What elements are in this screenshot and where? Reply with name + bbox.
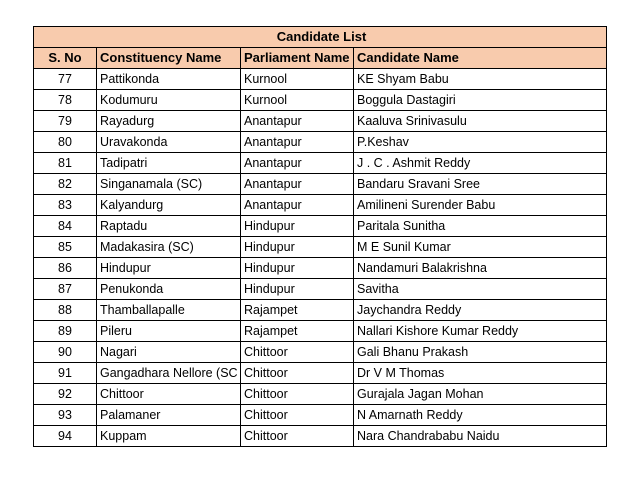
cell-sno: 78 <box>34 90 97 111</box>
table-row <box>34 279 607 300</box>
cell-parliament: Hindupur <box>241 279 354 300</box>
header-candidate: Candidate Name <box>354 48 607 69</box>
cell-candidate: Savitha <box>354 279 607 300</box>
cell-constituency: Gangadhara Nellore (SC <box>97 363 241 384</box>
cell-constituency: Chittoor <box>97 384 241 405</box>
cell-candidate: P.Keshav <box>354 132 607 153</box>
cell-parliament: Rajampet <box>241 300 354 321</box>
cell-constituency: Pileru <box>97 321 241 342</box>
cell-sno: 77 <box>34 69 97 90</box>
cell-sno: 94 <box>34 426 97 447</box>
table-row <box>34 342 607 363</box>
cell-candidate: Amilineni Surender Babu <box>354 195 607 216</box>
cell-constituency: Rayadurg <box>97 111 241 132</box>
cell-constituency: Kalyandurg <box>97 195 241 216</box>
table-row <box>34 216 607 237</box>
cell-candidate: N Amarnath Reddy <box>354 405 607 426</box>
cell-parliament: Anantapur <box>241 153 354 174</box>
cell-candidate: J . C . Ashmit Reddy <box>354 153 607 174</box>
cell-constituency: Thamballapalle <box>97 300 241 321</box>
cell-parliament: Chittoor <box>241 426 354 447</box>
cell-parliament: Chittoor <box>241 405 354 426</box>
table-row <box>34 153 607 174</box>
cell-constituency: Palamaner <box>97 405 241 426</box>
header-parliament: Parliament Name <box>241 48 354 69</box>
cell-constituency: Tadipatri <box>97 153 241 174</box>
cell-parliament: Anantapur <box>241 174 354 195</box>
cell-sno: 79 <box>34 111 97 132</box>
cell-sno: 90 <box>34 342 97 363</box>
cell-sno: 88 <box>34 300 97 321</box>
cell-sno: 92 <box>34 384 97 405</box>
cell-parliament: Anantapur <box>241 111 354 132</box>
cell-parliament: Anantapur <box>241 132 354 153</box>
title-row <box>34 27 607 48</box>
table-row <box>34 90 607 111</box>
cell-constituency: Pattikonda <box>97 69 241 90</box>
cell-candidate: M E Sunil Kumar <box>354 237 607 258</box>
cell-candidate: Dr V M Thomas <box>354 363 607 384</box>
cell-sno: 85 <box>34 237 97 258</box>
cell-candidate: Nara Chandrababu Naidu <box>354 426 607 447</box>
table-title: Candidate List <box>34 27 607 48</box>
cell-sno: 87 <box>34 279 97 300</box>
cell-constituency: Uravakonda <box>97 132 241 153</box>
cell-sno: 91 <box>34 363 97 384</box>
cell-parliament: Hindupur <box>241 258 354 279</box>
cell-sno: 81 <box>34 153 97 174</box>
cell-constituency: Nagari <box>97 342 241 363</box>
table-row <box>34 426 607 447</box>
cell-parliament: Chittoor <box>241 342 354 363</box>
cell-sno: 84 <box>34 216 97 237</box>
cell-constituency: Hindupur <box>97 258 241 279</box>
cell-parliament: Kurnool <box>241 69 354 90</box>
cell-candidate: Bandaru Sravani Sree <box>354 174 607 195</box>
cell-parliament: Chittoor <box>241 363 354 384</box>
candidate-table <box>33 26 607 447</box>
header-sno: S. No <box>34 48 97 69</box>
cell-constituency: Kuppam <box>97 426 241 447</box>
cell-constituency: Kodumuru <box>97 90 241 111</box>
cell-candidate: Gurajala Jagan Mohan <box>354 384 607 405</box>
cell-parliament: Kurnool <box>241 90 354 111</box>
header-row <box>34 48 607 69</box>
cell-candidate: Boggula Dastagiri <box>354 90 607 111</box>
cell-parliament: Chittoor <box>241 384 354 405</box>
cell-sno: 83 <box>34 195 97 216</box>
table-row <box>34 258 607 279</box>
table-row <box>34 384 607 405</box>
cell-parliament: Hindupur <box>241 216 354 237</box>
cell-constituency: Penukonda <box>97 279 241 300</box>
cell-candidate: KE Shyam Babu <box>354 69 607 90</box>
cell-constituency: Madakasira (SC) <box>97 237 241 258</box>
table-row <box>34 300 607 321</box>
table-row <box>34 405 607 426</box>
cell-constituency: Raptadu <box>97 216 241 237</box>
cell-parliament: Hindupur <box>241 237 354 258</box>
cell-sno: 80 <box>34 132 97 153</box>
table-row <box>34 132 607 153</box>
cell-parliament: Rajampet <box>241 321 354 342</box>
cell-candidate: Kaaluva Srinivasulu <box>354 111 607 132</box>
cell-constituency: Singanamala (SC) <box>97 174 241 195</box>
table-row <box>34 195 607 216</box>
cell-sno: 82 <box>34 174 97 195</box>
cell-candidate: Gali Bhanu Prakash <box>354 342 607 363</box>
cell-parliament: Anantapur <box>241 195 354 216</box>
cell-candidate: Paritala Sunitha <box>354 216 607 237</box>
table-row <box>34 69 607 90</box>
cell-sno: 93 <box>34 405 97 426</box>
cell-sno: 86 <box>34 258 97 279</box>
table-body <box>34 69 607 447</box>
candidate-list-sheet <box>33 26 606 447</box>
cell-candidate: Nallari Kishore Kumar Reddy <box>354 321 607 342</box>
table-row <box>34 321 607 342</box>
cell-candidate: Nandamuri Balakrishna <box>354 258 607 279</box>
table-row <box>34 111 607 132</box>
cell-candidate: Jaychandra Reddy <box>354 300 607 321</box>
cell-sno: 89 <box>34 321 97 342</box>
table-row <box>34 237 607 258</box>
table-row <box>34 174 607 195</box>
table-row <box>34 363 607 384</box>
header-constituency: Constituency Name <box>97 48 241 69</box>
